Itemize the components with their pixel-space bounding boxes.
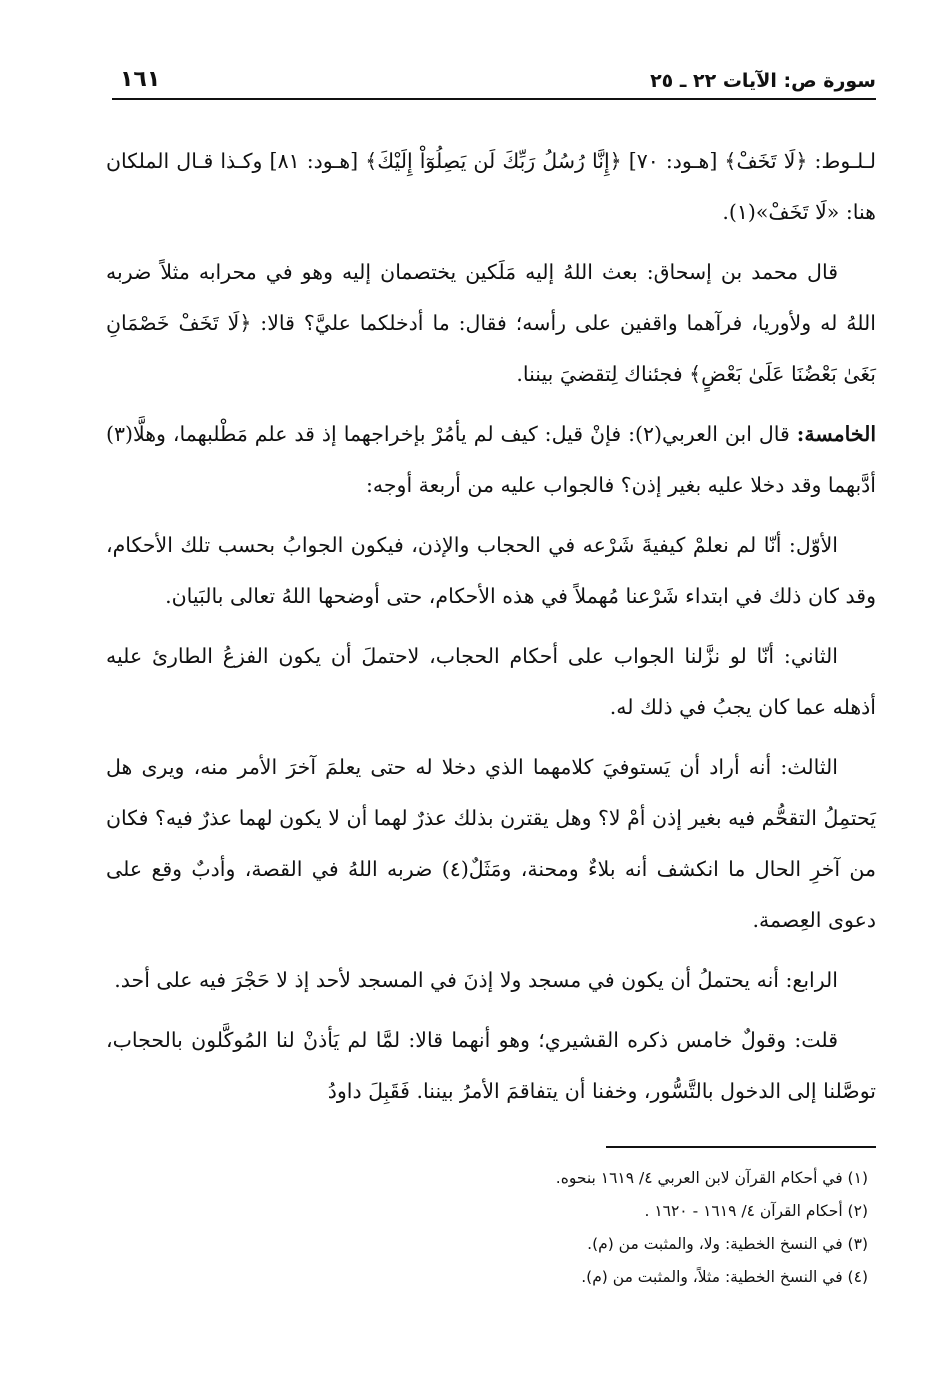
footnote-4: (٤) في النسخ الخطية: مثلاً، والمثبت من (م). bbox=[581, 1268, 868, 1286]
paragraph-6: الثالث: أنه أراد أن يَستوفيَ كلامهما الذي دخلا له حتى يعلمَ آخرَ الأمر منه، ويرى هل يَحتمِلُ التقحُّم فيه بغير إذن أمْ لا؟ وهل يقترن بذلك عذرٌ لهما أن لا يكون لهما عذرٌ فيه؟ فكان من آخرِ الحال ما انكشف أنه بلاءٌ ومحنة، ومَثَلٌ(٤) ضربه اللهُ في القصة، وأدبٌ وقع على دعوى العِصمة. bbox=[106, 755, 876, 932]
page-number: ١٦١ bbox=[120, 67, 161, 92]
paragraph-3 bbox=[106, 409, 876, 511]
running-header bbox=[112, 58, 876, 100]
header-title: سورة ص: الآيات ٢٢ ـ ٢٥ bbox=[650, 70, 876, 92]
footnote-separator bbox=[606, 1146, 876, 1148]
footnotes bbox=[106, 1162, 876, 1294]
paragraph-5: الثاني: أنّا لو نزَّلنا الجواب على أحكام الحجاب، لاحتملَ أن يكون الفزعُ الطارئ عليه أذهله عما كان يجبُ في ذلك له. bbox=[106, 644, 876, 719]
paragraph-7: الرابع: أنه يحتملُ أن يكون في مسجد ولا إذنَ في المسجد لأحد إذ لا حَجْرَ فيه على أحد. bbox=[114, 968, 838, 992]
paragraph-1: لـلـوط: ﴿لَا تَخَفْ﴾ [هـود: ٧٠] ﴿إِنَّا رُسُلُ رَبِّكَ لَن يَصِلُوٓاْ إِلَيْكَ﴾ [هـود: ٨١] وكـذا قـال الملكان هنا: «لَا تَخَفْ»(١). bbox=[106, 149, 876, 224]
paragraph-3-text: قال ابن العربي(٢): فإنْ قيل: كيف لم يأمُرْ بإخراجهما إذ قد علم مَطْلبهما، وهلَّا(٣) أدَّبهما وقد دخلا عليه بغير إذن؟ فالجواب عليه من أربعة أوجه: bbox=[106, 422, 876, 497]
footnote-3: (٣) في النسخ الخطية: ولا، والمثبت من (م). bbox=[587, 1235, 868, 1253]
paragraph-8: قلت: وقولٌ خامس ذكره القشيري؛ وهو أنهما قالا: لمَّا لم يَأذنْ لنا المُوكَّلون بالحجاب، توصَّلنا إلى الدخول بالتَّسُّور، وخفنا أن يتفاقمَ الأمرُ بيننا. فَقَبِلَ داودُ bbox=[106, 1028, 876, 1103]
main-text bbox=[106, 136, 876, 1126]
paragraph-2: قال محمد بن إسحاق: بعث اللهُ إليه مَلَكين يختصمان إليه وهو في محرابه مثلاً ضربه اللهُ له ولأوريا، فرآهما واقفين على رأسه؛ فقال: ما أدخلكما عليَّ؟ قالا: ﴿لَا تَخَفْ خَصْمَانِ بَغَىٰ بَعْضُنَا عَلَىٰ بَعْضٍ﴾ فجئناك لِتقضيَ بيننا. bbox=[106, 260, 876, 386]
footnote-2: (٢) أحكام القرآن ٤/ ١٦١٩ - ١٦٢٠ . bbox=[644, 1202, 868, 1220]
paragraph-4: الأوّل: أنّا لم نعلمْ كيفيةَ شَرْعه في الحجاب والإذن، فيكون الجوابُ بحسب تلك الأحكام، وقد كان ذلك في ابتداء شَرْعنا مُهملاً في هذه الأحكام، حتى أوضحها اللهُ تعالى بالبَيان. bbox=[106, 533, 876, 608]
footnote-1: (١) في أحكام القرآن لابن العربي ٤/ ١٦١٩ بنحوه. bbox=[555, 1169, 868, 1187]
section-term: الخامسة: bbox=[796, 422, 877, 446]
